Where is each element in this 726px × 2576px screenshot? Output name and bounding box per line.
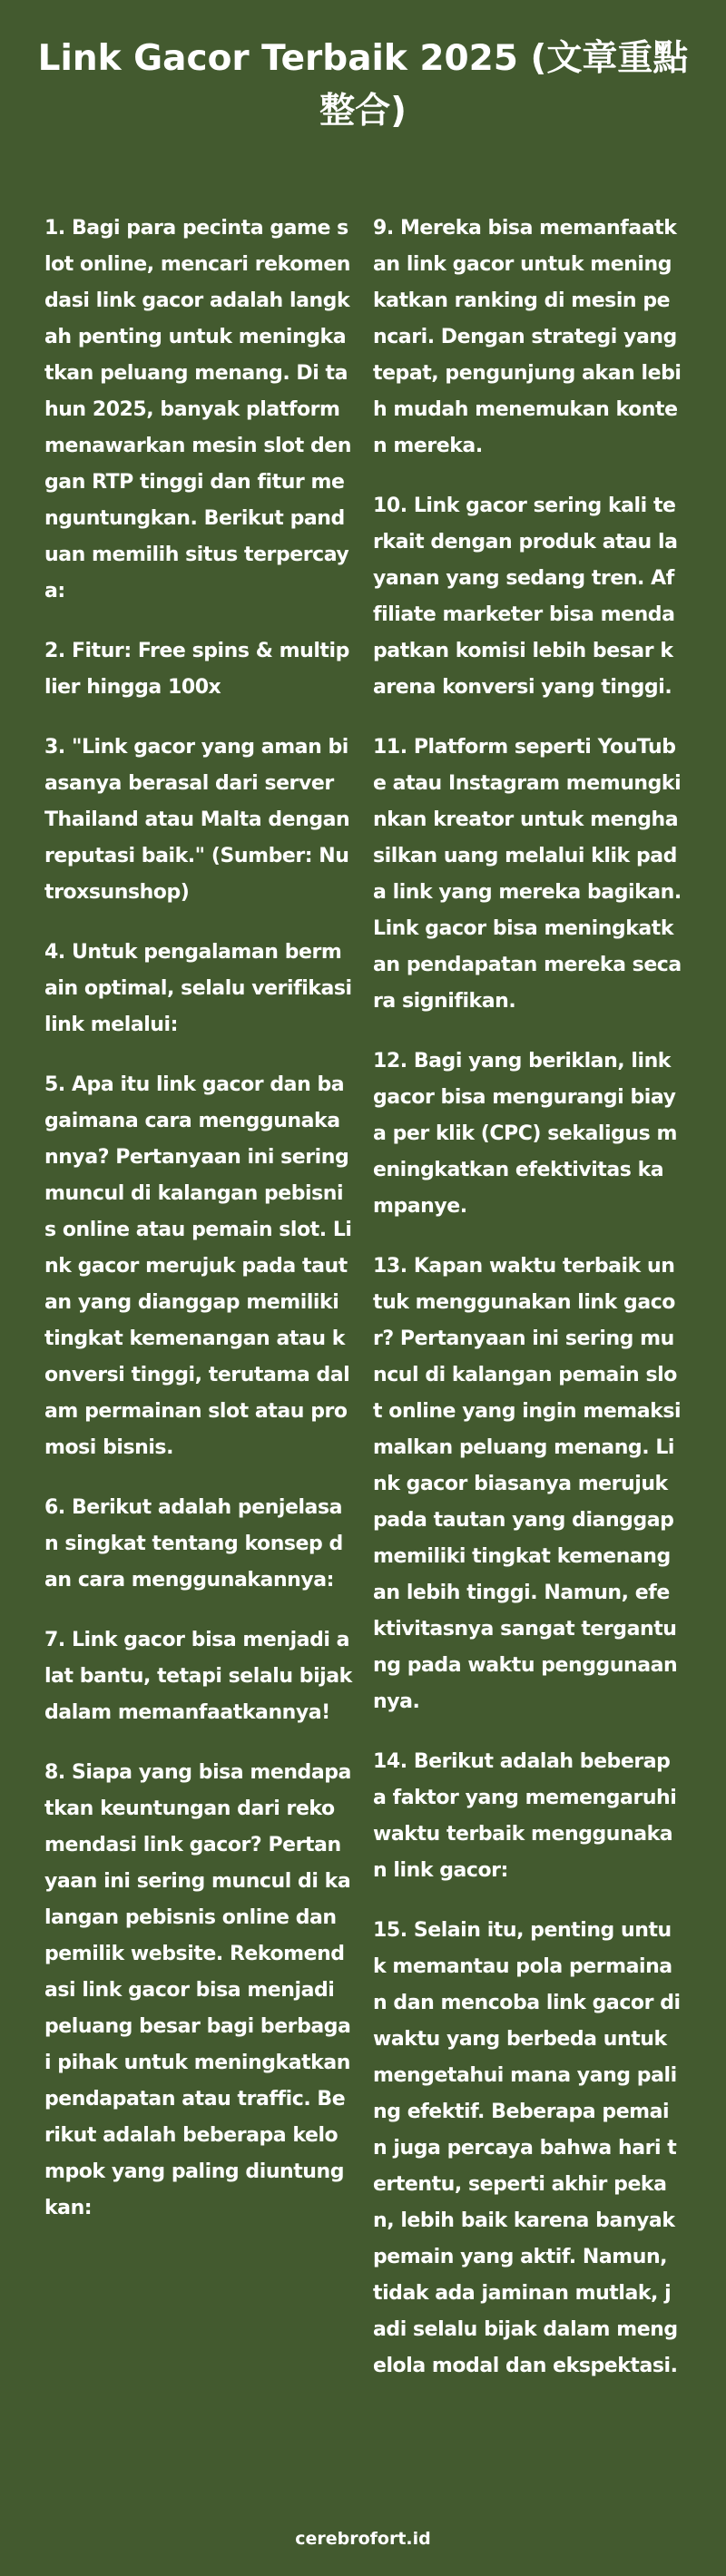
page-title: Link Gacor Terbaik 2025 (文章重點整合) bbox=[37, 38, 689, 132]
paragraph-15: 15. Selain itu, penting untuk memantau pola permainan dan mencoba link gacor di waktu yang berbeda untuk mengetahui mana yang paling efektif. Beberapa pemain juga percaya bahwa hari tertentu, seperti akhir pekan, lebih baik karena banyak pemain yang aktif. Namun, tidak ada jaminan mutlak, jadi selalu bijak dalam mengelola modal dan ekspektasi. bbox=[373, 1919, 681, 2377]
paragraph-14: 14. Berikut adalah beberapa faktor yang memengaruhi waktu terbaik menggunakan link gacor: bbox=[373, 1750, 677, 1882]
paragraph-6: 6. Berikut adalah penjelasan singkat tentang konsep dan cara menggunakannya: bbox=[44, 1496, 343, 1592]
paragraph-13: 13. Kapan waktu terbaik untuk menggunakan link gacor? Pertanyaan ini sering muncul di kalangan pemain slot online yang ingin memaksimalkan peluang menang. Link gacor biasanya merujuk pada tautan yang dianggap memiliki tingkat kemenangan lebih tinggi. Namun, efektivitasnya sangat tergantung pada waktu penggunaannya. bbox=[373, 1255, 682, 1713]
paragraph-4: 4. Untuk pengalaman bermain optimal, selalu verifikasi link melalui: bbox=[44, 941, 352, 1036]
paragraph-1: 1. Bagi para pecinta game slot online, mencari rekomendasi link gacor adalah langkah penting untuk meningkatkan peluang menang. Di tahun 2025, banyak platform menawarkan mesin slot dengan RTP tinggi dan fitur menguntungkan. Berikut panduan memilih situs terpercaya: bbox=[44, 217, 351, 602]
paragraph-9: 9. Mereka bisa memanfaatkan link gacor untuk meningkatkan ranking di mesin pencari. Dengan strategi yang tepat, pengunjung akan lebih mudah menemukan konten mereka. bbox=[373, 217, 682, 457]
footer-site-name: cerebrofort.id bbox=[295, 2529, 431, 2549]
paragraph-7: 7. Link gacor bisa menjadi alat bantu, tetapi selalu bijak dalam memanfaatkannya! bbox=[44, 1629, 352, 1724]
article-columns bbox=[44, 211, 682, 2408]
paragraph-10: 10. Link gacor sering kali terkait dengan produk atau layanan yang sedang tren. Affiliate marketer bisa mendapatkan komisi lebih besar karena konversi yang tinggi. bbox=[373, 495, 678, 699]
right-column bbox=[373, 211, 682, 2408]
paragraph-8: 8. Siapa yang bisa mendapatkan keuntungan dari rekomendasi link gacor? Pertanyaan ini sering muncul di kalangan pebisnis online dan pemilik website. Rekomendasi link gacor bisa menjadi peluang besar bagi berbagai pihak untuk meningkatkan pendapatan atau traffic. Berikut adalah beberapa kelompok yang paling diuntungkan: bbox=[44, 1761, 351, 2219]
paragraph-3: 3. "Link gacor yang aman biasanya berasal dari server Thailand atau Malta dengan reputasi baik." (Sumber: Nutroxsunshop) bbox=[44, 736, 350, 904]
paragraph-5: 5. Apa itu link gacor dan bagaimana cara menggunakannya? Pertanyaan ini sering muncul di kalangan pebisnis online atau pemain slot. Link gacor merujuk pada tautan yang dianggap memiliki tingkat kemenangan atau konversi tinggi, terutama dalam permainan slot atau promosi bisnis. bbox=[44, 1073, 352, 1459]
paragraph-12: 12. Bagi yang beriklan, link gacor bisa mengurangi biaya per klik (CPC) sekaligus meningkatkan efektivitas kampanye. bbox=[373, 1050, 677, 1218]
paragraph-11: 11. Platform seperti YouTube atau Instagram memungkinkan kreator untuk menghasilkan uang melalui klik pada link yang mereka bagikan. Link gacor bisa meningkatkan pendapatan mereka secara signifikan. bbox=[373, 736, 682, 1013]
paragraph-2: 2. Fitur: Free spins & multiplier hingga 100x bbox=[44, 640, 349, 699]
left-column bbox=[44, 211, 353, 2408]
